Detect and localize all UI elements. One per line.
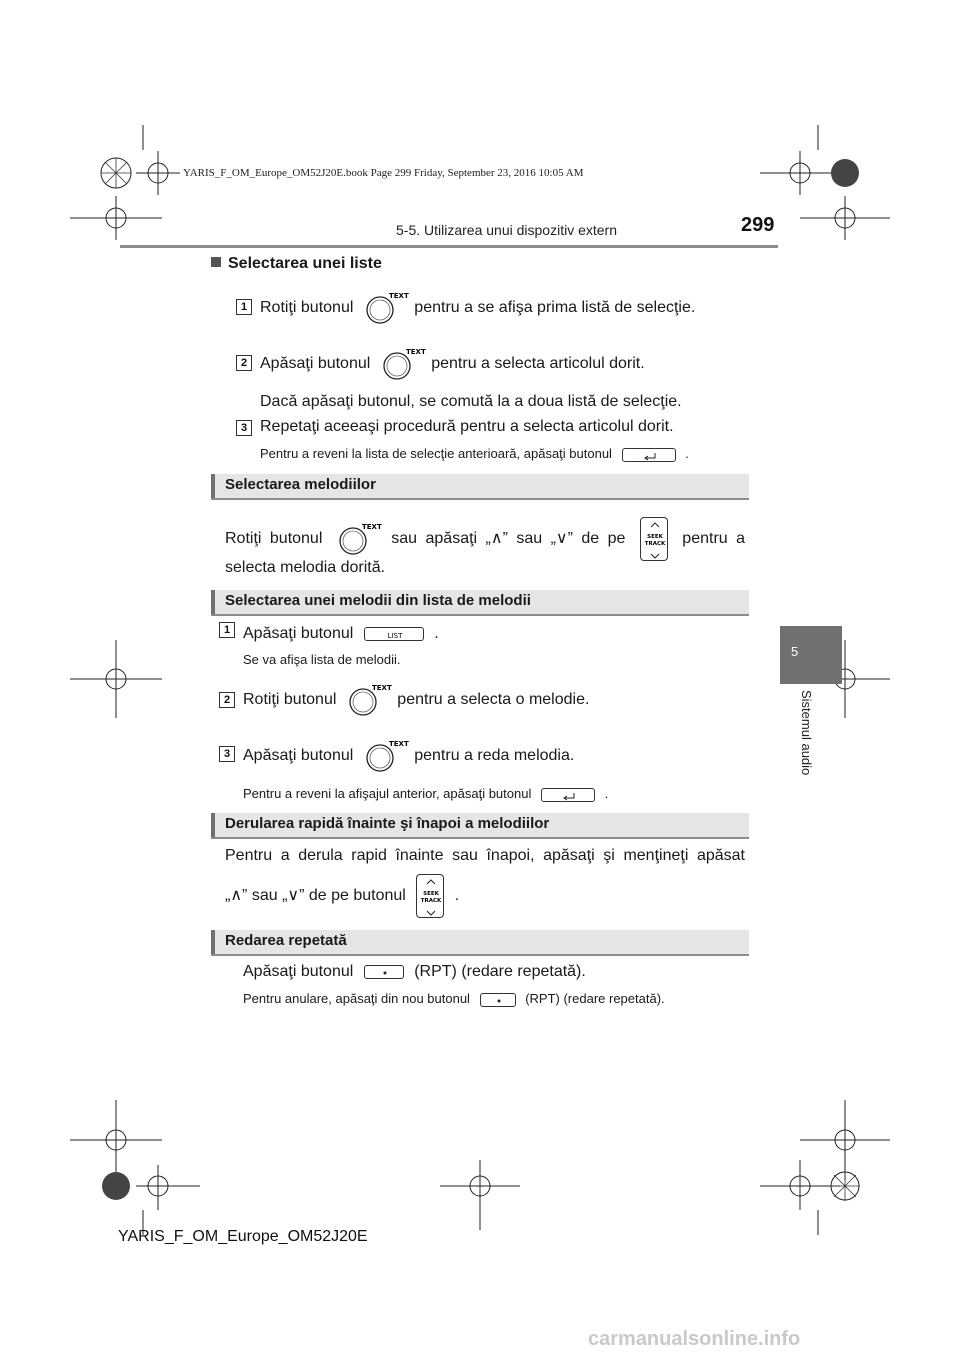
step-number: 3 xyxy=(219,746,235,762)
paragraph-line: Pentru a derula rapid înainte sau înapoi, apăsaţi şi menţineţi apăsat xyxy=(225,847,745,864)
back-button-icon xyxy=(541,788,595,802)
instruction-line: Rotiţi butonul TEXT pentru a selecta o melodie. xyxy=(243,683,589,717)
step-number: 3 xyxy=(236,420,252,436)
section-header: Selectarea melodiilor xyxy=(211,474,749,498)
footer-doc-id: YARIS_F_OM_Europe_OM52J20E xyxy=(118,1228,368,1245)
section-header: Derularea rapidă înainte şi înapoi a melodiilor xyxy=(211,813,749,837)
step-number: 1 xyxy=(219,622,235,638)
note-line: Pentru a reveni la lista de selecţie anterioară, apăsaţi butonul . xyxy=(260,446,689,461)
list-button-icon xyxy=(364,627,424,641)
section-header: Redarea repetată xyxy=(211,930,749,954)
seek-track-button-icon xyxy=(640,517,668,561)
svg-text:TEXT: TEXT xyxy=(388,740,409,748)
header-rule xyxy=(120,245,778,248)
down-arrow-icon: ∨ xyxy=(287,887,300,905)
section-rule xyxy=(211,498,749,500)
text-knob-icon xyxy=(364,291,409,325)
svg-text:SEEK: SEEK xyxy=(646,534,663,540)
section-rule xyxy=(211,837,749,839)
subsection-heading: Selectarea unei liste xyxy=(211,255,382,273)
section-header: Selectarea unei melodii din lista de melodii xyxy=(211,590,749,614)
text-knob-icon xyxy=(381,347,426,381)
paragraph-line: „∧” sau „∨” de pe butonul SEEK TRACK . xyxy=(225,874,459,918)
up-arrow-icon: ∧ xyxy=(490,530,503,548)
rpt-button-icon xyxy=(364,965,404,979)
seek-track-button-icon xyxy=(416,874,444,918)
instruction-line: Apăsaţi butonul LIST . xyxy=(243,625,439,642)
chapter-number: 5 xyxy=(791,644,799,659)
up-arrow-icon: ∧ xyxy=(230,887,243,905)
watermark: carmanualsonline.info xyxy=(588,1328,801,1350)
print-info: YARIS_F_OM_Europe_OM52J20E.book Page 299 Friday, September 23, 2016 10:05 AM xyxy=(183,167,584,179)
instruction-line: Apăsaţi butonul TEXT pentru a selecta articolul dorit. xyxy=(260,347,645,381)
note-line: Pentru anulare, apăsaţi din nou butonul (RPT) (redare repetată). xyxy=(243,991,665,1006)
paragraph-line: selecta melodia dorită. xyxy=(225,559,386,576)
instruction-line: Apăsaţi butonul (RPT) (redare repetată). xyxy=(243,963,586,980)
note-line: Pentru a reveni la afişajul anterior, apăsaţi butonul . xyxy=(243,786,609,801)
rpt-button-icon xyxy=(480,993,516,1007)
paragraph-line: Rotiţi butonul TEXT sau apăsaţi „∧” sau „∨” de pe SEEK TRACK pentru a xyxy=(225,517,745,561)
down-arrow-icon: ∨ xyxy=(555,530,568,548)
step-number: 1 xyxy=(236,299,252,315)
chapter-tab xyxy=(780,626,842,684)
step-number: 2 xyxy=(236,355,252,371)
step-number: 2 xyxy=(219,692,235,708)
svg-text:SEEK: SEEK xyxy=(423,891,440,897)
note-line: Se va afişa lista de melodii. xyxy=(243,652,401,667)
header-title: 5-5. Utilizarea unui dispozitiv extern xyxy=(396,222,617,238)
svg-text:TEXT: TEXT xyxy=(388,292,409,300)
svg-text:LIST: LIST xyxy=(387,631,403,640)
square-bullet-icon xyxy=(211,257,221,267)
back-button-icon xyxy=(622,448,676,462)
section-rule xyxy=(211,954,749,956)
svg-text:TEXT: TEXT xyxy=(405,348,426,356)
svg-text:TRACK: TRACK xyxy=(644,541,666,547)
instruction-continuation: Dacă apăsaţi butonul, se comută la a doua listă de selecţie. xyxy=(260,393,682,410)
page-number: 299 xyxy=(741,214,775,236)
chapter-label: Sistemul audio xyxy=(799,690,814,776)
text-knob-icon xyxy=(347,683,392,717)
text-knob-icon xyxy=(364,739,409,773)
instruction-line: Rotiţi butonul TEXT pentru a se afişa prima listă de selecţie. xyxy=(260,291,695,325)
svg-text:TEXT: TEXT xyxy=(371,684,392,692)
text-knob-icon xyxy=(337,522,382,556)
svg-text:TEXT: TEXT xyxy=(361,523,382,531)
section-rule xyxy=(211,614,749,616)
svg-text:TRACK: TRACK xyxy=(421,898,442,904)
instruction-line: Apăsaţi butonul TEXT pentru a reda melodia. xyxy=(243,739,574,773)
instruction-line: Repetaţi aceeaşi procedură pentru a selecta articolul dorit. xyxy=(260,418,674,435)
